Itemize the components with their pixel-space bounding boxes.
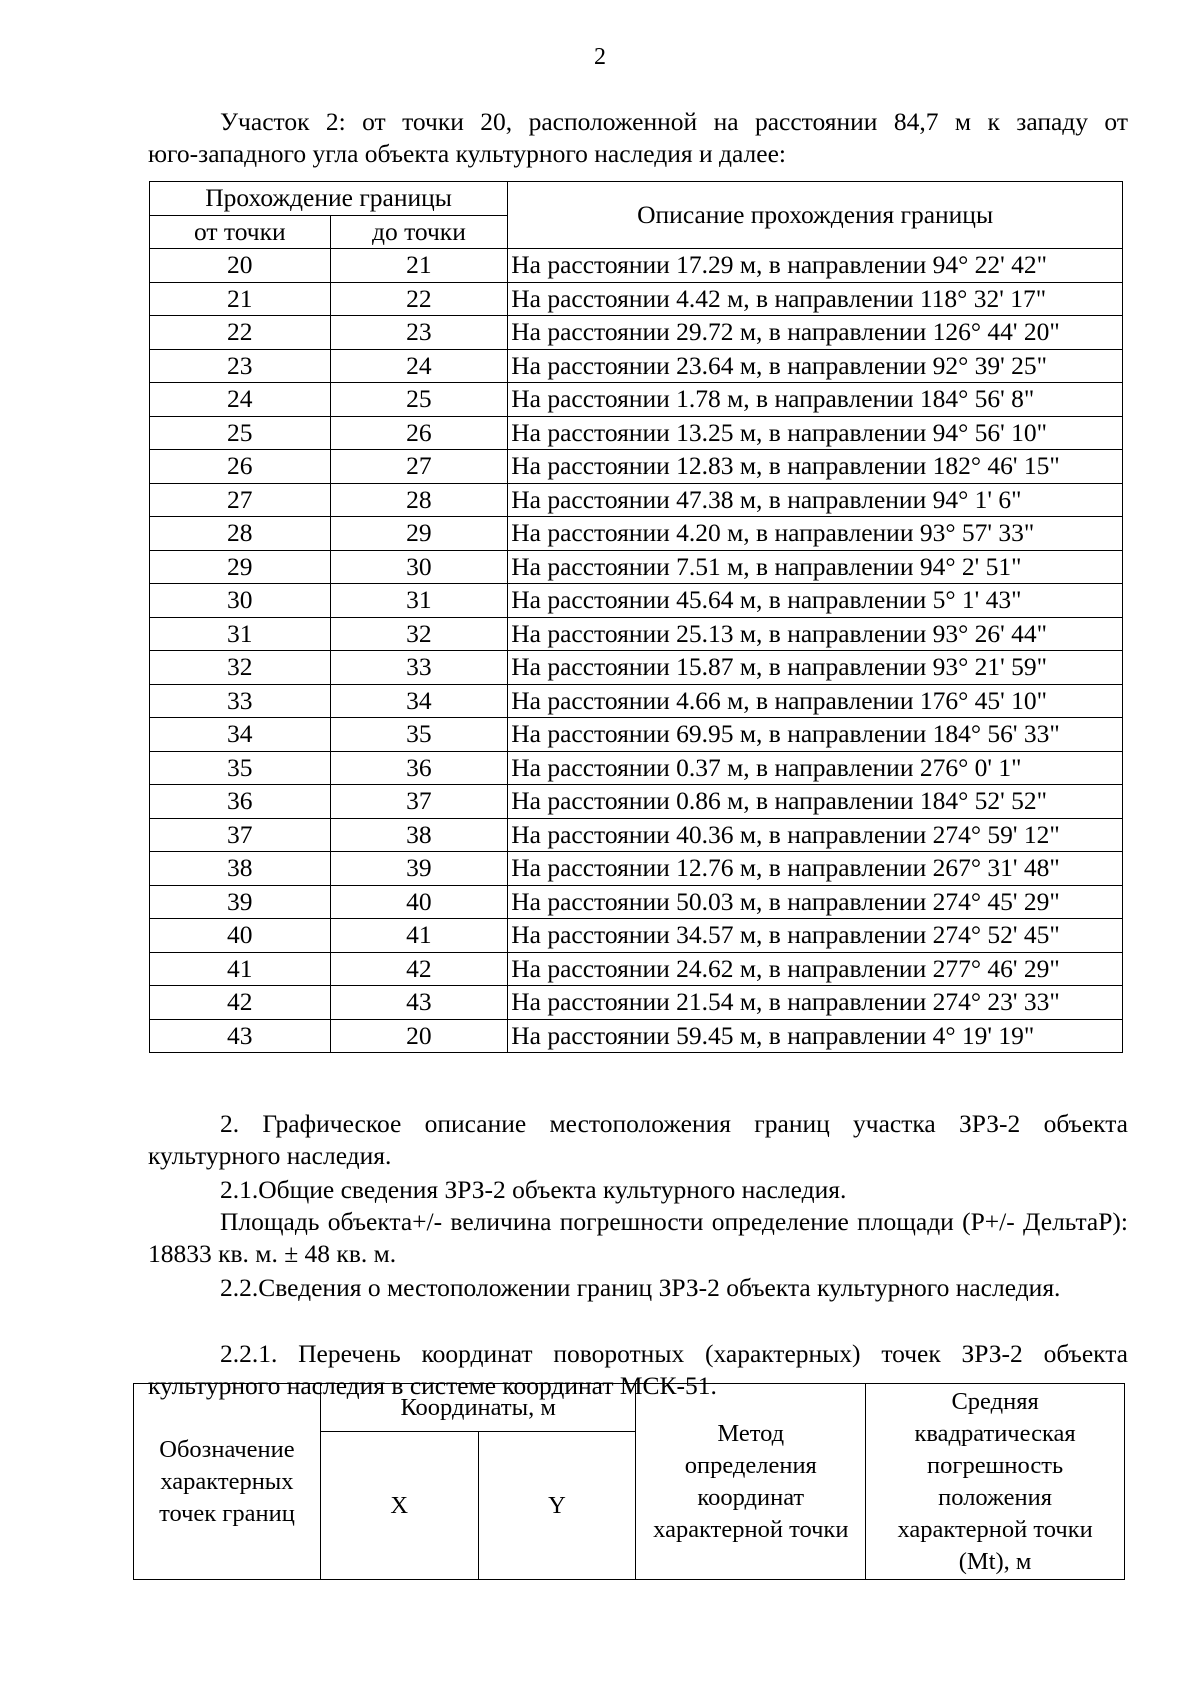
from-point-cell: 28 xyxy=(150,517,331,551)
table-row xyxy=(150,986,1123,1020)
table-row xyxy=(150,450,1123,484)
from-point-cell: 35 xyxy=(150,751,331,785)
to-point-cell: 34 xyxy=(330,684,508,718)
to-point-cell: 39 xyxy=(330,852,508,886)
from-point-cell: 40 xyxy=(150,919,331,953)
description-cell: На расстоянии 47.38 м, в направлении 94° 1' 6" xyxy=(508,483,1123,517)
header-coordinates: Координаты, м xyxy=(320,1384,636,1432)
description-cell: На расстоянии 4.20 м, в направлении 93° 57' 33" xyxy=(508,517,1123,551)
from-point-cell: 41 xyxy=(150,952,331,986)
to-point-cell: 27 xyxy=(330,450,508,484)
description-cell: На расстоянии 0.37 м, в направлении 276° 0' 1" xyxy=(508,751,1123,785)
to-point-cell: 36 xyxy=(330,751,508,785)
to-point-cell: 23 xyxy=(330,316,508,350)
description-cell: На расстоянии 1.78 м, в направлении 184° 56' 8" xyxy=(508,383,1123,417)
table-row xyxy=(150,316,1123,350)
description-cell: На расстоянии 7.51 м, в направлении 94° 2' 51" xyxy=(508,550,1123,584)
boundary-table xyxy=(149,181,1123,1053)
from-point-cell: 22 xyxy=(150,316,331,350)
header-y: Y xyxy=(478,1432,636,1580)
to-point-cell: 35 xyxy=(330,718,508,752)
to-point-cell: 42 xyxy=(330,952,508,986)
header-point-designation: Обозначение характерных точек границ xyxy=(134,1384,321,1580)
table-row xyxy=(150,885,1123,919)
table-row xyxy=(150,952,1123,986)
from-point-cell: 36 xyxy=(150,785,331,819)
page-number: 2 xyxy=(594,44,606,70)
boundary-table-body xyxy=(150,249,1123,1053)
description-cell: На расстоянии 24.62 м, в направлении 277° 46' 29" xyxy=(508,952,1123,986)
from-point-cell: 20 xyxy=(150,249,331,283)
table-row xyxy=(150,617,1123,651)
description-cell: На расстоянии 12.76 м, в направлении 267° 31' 48" xyxy=(508,852,1123,886)
to-point-cell: 38 xyxy=(330,818,508,852)
table-row xyxy=(150,349,1123,383)
from-point-cell: 25 xyxy=(150,416,331,450)
description-cell: На расстоянии 69.95 м, в направлении 184° 56' 33" xyxy=(508,718,1123,752)
to-point-cell: 22 xyxy=(330,282,508,316)
to-point-cell: 33 xyxy=(330,651,508,685)
description-cell: На расстоянии 45.64 м, в направлении 5° 1' 43" xyxy=(508,584,1123,618)
from-point-cell: 24 xyxy=(150,383,331,417)
table-row xyxy=(150,249,1123,283)
to-point-cell: 40 xyxy=(330,885,508,919)
description-cell: На расстоянии 25.13 м, в направлении 93° 26' 44" xyxy=(508,617,1123,651)
header-from-point: от точки xyxy=(150,215,331,249)
from-point-cell: 37 xyxy=(150,818,331,852)
from-point-cell: 30 xyxy=(150,584,331,618)
table-row xyxy=(150,383,1123,417)
description-cell: На расстоянии 40.36 м, в направлении 274° 59' 12" xyxy=(508,818,1123,852)
from-point-cell: 33 xyxy=(150,684,331,718)
description-cell: На расстоянии 4.66 м, в направлении 176° 45' 10" xyxy=(508,684,1123,718)
to-point-cell: 28 xyxy=(330,483,508,517)
table-row xyxy=(150,1019,1123,1053)
table-row xyxy=(150,416,1123,450)
description-cell: На расстоянии 0.86 м, в направлении 184° 52' 52" xyxy=(508,785,1123,819)
description-cell: На расстоянии 50.03 м, в направлении 274° 45' 29" xyxy=(508,885,1123,919)
table-row xyxy=(150,852,1123,886)
to-point-cell: 30 xyxy=(330,550,508,584)
section2-p2: 2.1.Общие сведения ЗРЗ-2 объекта культурного наследия. xyxy=(220,1175,847,1204)
to-point-cell: 26 xyxy=(330,416,508,450)
to-point-cell: 25 xyxy=(330,383,508,417)
to-point-cell: 20 xyxy=(330,1019,508,1053)
description-cell: На расстоянии 23.64 м, в направлении 92° 39' 25" xyxy=(508,349,1123,383)
section2-p4: 2.2.Сведения о местоположении границ ЗРЗ-2 объекта культурного наследия. xyxy=(220,1273,1061,1302)
table-row xyxy=(150,584,1123,618)
to-point-cell: 21 xyxy=(330,249,508,283)
description-cell: На расстоянии 12.83 м, в направлении 182° 46' 15" xyxy=(508,450,1123,484)
table-row xyxy=(150,751,1123,785)
table-row xyxy=(150,818,1123,852)
to-point-cell: 41 xyxy=(330,919,508,953)
description-cell: На расстоянии 4.42 м, в направлении 118° 32' 17" xyxy=(508,282,1123,316)
table-row xyxy=(150,919,1123,953)
table-row xyxy=(150,651,1123,685)
from-point-cell: 39 xyxy=(150,885,331,919)
table-row xyxy=(150,517,1123,551)
description-cell: На расстоянии 29.72 м, в направлении 126° 44' 20" xyxy=(508,316,1123,350)
table-row xyxy=(150,282,1123,316)
from-point-cell: 31 xyxy=(150,617,331,651)
section2-p3: Площадь объекта+/- величина погрешности определение площади (P+/- ДельтаP): 18833 кв. м. ± 48 кв. м. xyxy=(148,1207,1128,1268)
section2-p1: 2. Графическое описание местоположения границ участка ЗРЗ-2 объекта культурного наследия. xyxy=(148,1109,1128,1170)
intro-paragraph xyxy=(148,106,1128,170)
from-point-cell: 21 xyxy=(150,282,331,316)
from-point-cell: 42 xyxy=(150,986,331,1020)
description-cell: На расстоянии 13.25 м, в направлении 94° 56' 10" xyxy=(508,416,1123,450)
to-point-cell: 31 xyxy=(330,584,508,618)
description-cell: На расстоянии 59.45 м, в направлении 4° 19' 19" xyxy=(508,1019,1123,1053)
from-point-cell: 26 xyxy=(150,450,331,484)
table-row xyxy=(150,550,1123,584)
to-point-cell: 37 xyxy=(330,785,508,819)
header-method: Метод определения координат характерной точки xyxy=(636,1384,866,1580)
from-point-cell: 38 xyxy=(150,852,331,886)
description-cell: На расстоянии 17.29 м, в направлении 94° 22' 42" xyxy=(508,249,1123,283)
table-row xyxy=(150,684,1123,718)
from-point-cell: 23 xyxy=(150,349,331,383)
coordinates-table xyxy=(133,1383,1125,1580)
table-row xyxy=(150,483,1123,517)
description-cell: На расстоянии 34.57 м, в направлении 274° 52' 45" xyxy=(508,919,1123,953)
header-to-point: до точки xyxy=(330,215,508,249)
description-cell: На расстоянии 15.87 м, в направлении 93° 21' 59" xyxy=(508,651,1123,685)
from-point-cell: 32 xyxy=(150,651,331,685)
from-point-cell: 34 xyxy=(150,718,331,752)
header-boundary-passage: Прохождение границы xyxy=(150,182,508,216)
to-point-cell: 32 xyxy=(330,617,508,651)
to-point-cell: 24 xyxy=(330,349,508,383)
header-x: X xyxy=(320,1432,478,1580)
header-description: Описание прохождения границы xyxy=(508,182,1123,249)
table-row xyxy=(150,785,1123,819)
section2-p5: 2.2.1. Перечень координат поворотных (характерных) точек ЗРЗ-2 объекта культурного наследия в системе координат МСК-51. xyxy=(148,1339,1128,1400)
from-point-cell: 29 xyxy=(150,550,331,584)
intro-line-2: юго-западного угла объекта культурного наследия и далее: xyxy=(148,139,786,168)
to-point-cell: 29 xyxy=(330,517,508,551)
table-row xyxy=(150,718,1123,752)
intro-line-1: Участок 2: от точки 20, расположенной на расстоянии 84,7 м к западу от xyxy=(220,107,1128,136)
from-point-cell: 43 xyxy=(150,1019,331,1053)
from-point-cell: 27 xyxy=(150,483,331,517)
header-mean-error: Средняя квадратическая погрешность положения характерной точки (Mt), м xyxy=(866,1384,1125,1580)
description-cell: На расстоянии 21.54 м, в направлении 274° 23' 33" xyxy=(508,986,1123,1020)
to-point-cell: 43 xyxy=(330,986,508,1020)
